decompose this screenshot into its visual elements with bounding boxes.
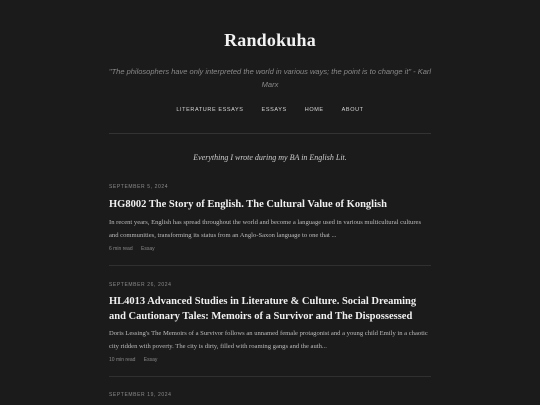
nav-home[interactable]: HOME xyxy=(304,107,324,113)
nav-essays[interactable]: ESSAYS xyxy=(261,107,287,113)
post-read-time: 10 min read xyxy=(109,357,136,363)
main-nav xyxy=(109,107,431,113)
nav-literature-essays[interactable]: LITERATURE ESSAYS xyxy=(176,107,244,113)
site-tagline: "The philosophers have only interpreted the world in various ways; the point is to change it" - Karl Marx xyxy=(108,67,432,89)
post-category[interactable]: Essay xyxy=(141,246,155,252)
post-title[interactable]: HG8002 The Story of English. The Cultural Value of Konglish xyxy=(109,199,387,210)
post-date: SEPTEMBER 26, 2024 xyxy=(109,282,172,288)
post-item xyxy=(109,184,431,252)
post-date: SEPTEMBER 5, 2024 xyxy=(109,184,169,190)
post-date: SEPTEMBER 19, 2024 xyxy=(109,392,172,398)
intro-text: Everything I wrote during my BA in English Lit. xyxy=(193,153,347,162)
post-excerpt: Doris Lessing's The Memoirs of a Survivor follows an unnamed female protagonist and a young child Emily in a chaotic city ridden with poverty. The city is dirty, filled with roaming gangs and the auth... xyxy=(109,330,428,350)
site-title[interactable]: Randokuha xyxy=(224,30,316,50)
post-excerpt: In recent years, English has spread throughout the world and become a language used in various multicultural cultures and communities, transforming its status from an Anglo-Saxon language to one that ... xyxy=(109,219,422,239)
header-divider xyxy=(109,133,431,134)
post-item xyxy=(109,282,431,363)
post-item xyxy=(109,392,431,398)
post-category[interactable]: Essay xyxy=(143,357,158,363)
page-container xyxy=(109,0,431,398)
post-divider xyxy=(109,376,431,377)
post-divider xyxy=(109,265,431,266)
post-read-time: 6 min read xyxy=(109,246,133,252)
post-meta xyxy=(109,246,431,252)
post-title[interactable]: HL4013 Advanced Studies in Literature & Culture. Social Dreaming and Cautionary Tales: Memoirs of a Survivor and The Dispossessed xyxy=(109,296,417,322)
post-meta xyxy=(109,357,431,363)
nav-about[interactable]: ABOUT xyxy=(341,107,364,113)
